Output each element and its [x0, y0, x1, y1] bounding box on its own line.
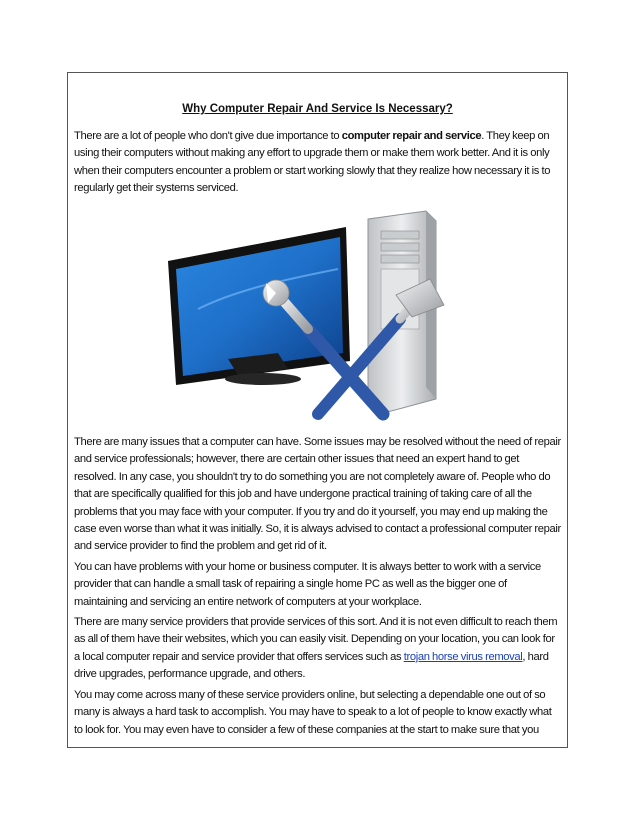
document-title: Why Computer Repair And Service Is Necessary? — [182, 103, 453, 115]
intro-paragraph — [74, 128, 562, 198]
computer-repair-illustration — [168, 209, 468, 424]
paragraph-4 — [74, 614, 562, 684]
paragraph-4-text-start: There are many service providers that provide services of this sort. And it is not even difficult to reach them as all of them have their websites, which you can easily visit. Depending on your location, you can look for a local computer repair and service provider that offers services such as — [74, 616, 558, 663]
paragraph-4-text-end: , hard drive upgrades, performance upgrade, and others. — [74, 650, 549, 681]
paragraph-5: You may come across many of these service providers online, but selecting a dependable one out of so many is always a hard task to accomplish. You may have to speak to a lot of people to know exactly what to look for. You may even have to consider a few of these companies at the start to make sure that you — [74, 689, 552, 736]
trojan-removal-link[interactable]: trojan horse virus removal — [403, 650, 523, 663]
paragraph-3: You can have problems with your home or business computer. It is always better to work with a service provider that can handle a small task of repairing a single home PC as well as the bigger one of maintaining and servicing an entire network of computers at your workplace. — [74, 561, 541, 608]
intro-text-start: There are a lot of people who don't give due importance to — [74, 130, 342, 142]
intro-text-end: . They keep on using their computers without making any effort to upgrade them or make them work better. And it is only when their computers encounter a problem or start working slowly that they realize how necessary it is to regularly get their systems serviced. — [74, 130, 551, 195]
intro-bold-phrase: computer repair and service — [341, 130, 482, 142]
paragraph-2: There are many issues that a computer can have. Some issues may be resolved without the need of repair and service professionals; however, there are certain other issues that need an expert hand to get resolved. In any case, you shouldn't try to do something you are not completely aware of. People who do that are specifically qualified for this job and have undergone practical training of taking care of all the problems that you may face with your computer. If you try and do it yourself, you may end up making the case even worse than what it was initially. So, it is always advised to contact a professional computer repair and service provider to find the problem and get rid of it. — [74, 436, 561, 553]
document-page — [67, 72, 568, 748]
monitor-icon — [168, 227, 350, 385]
